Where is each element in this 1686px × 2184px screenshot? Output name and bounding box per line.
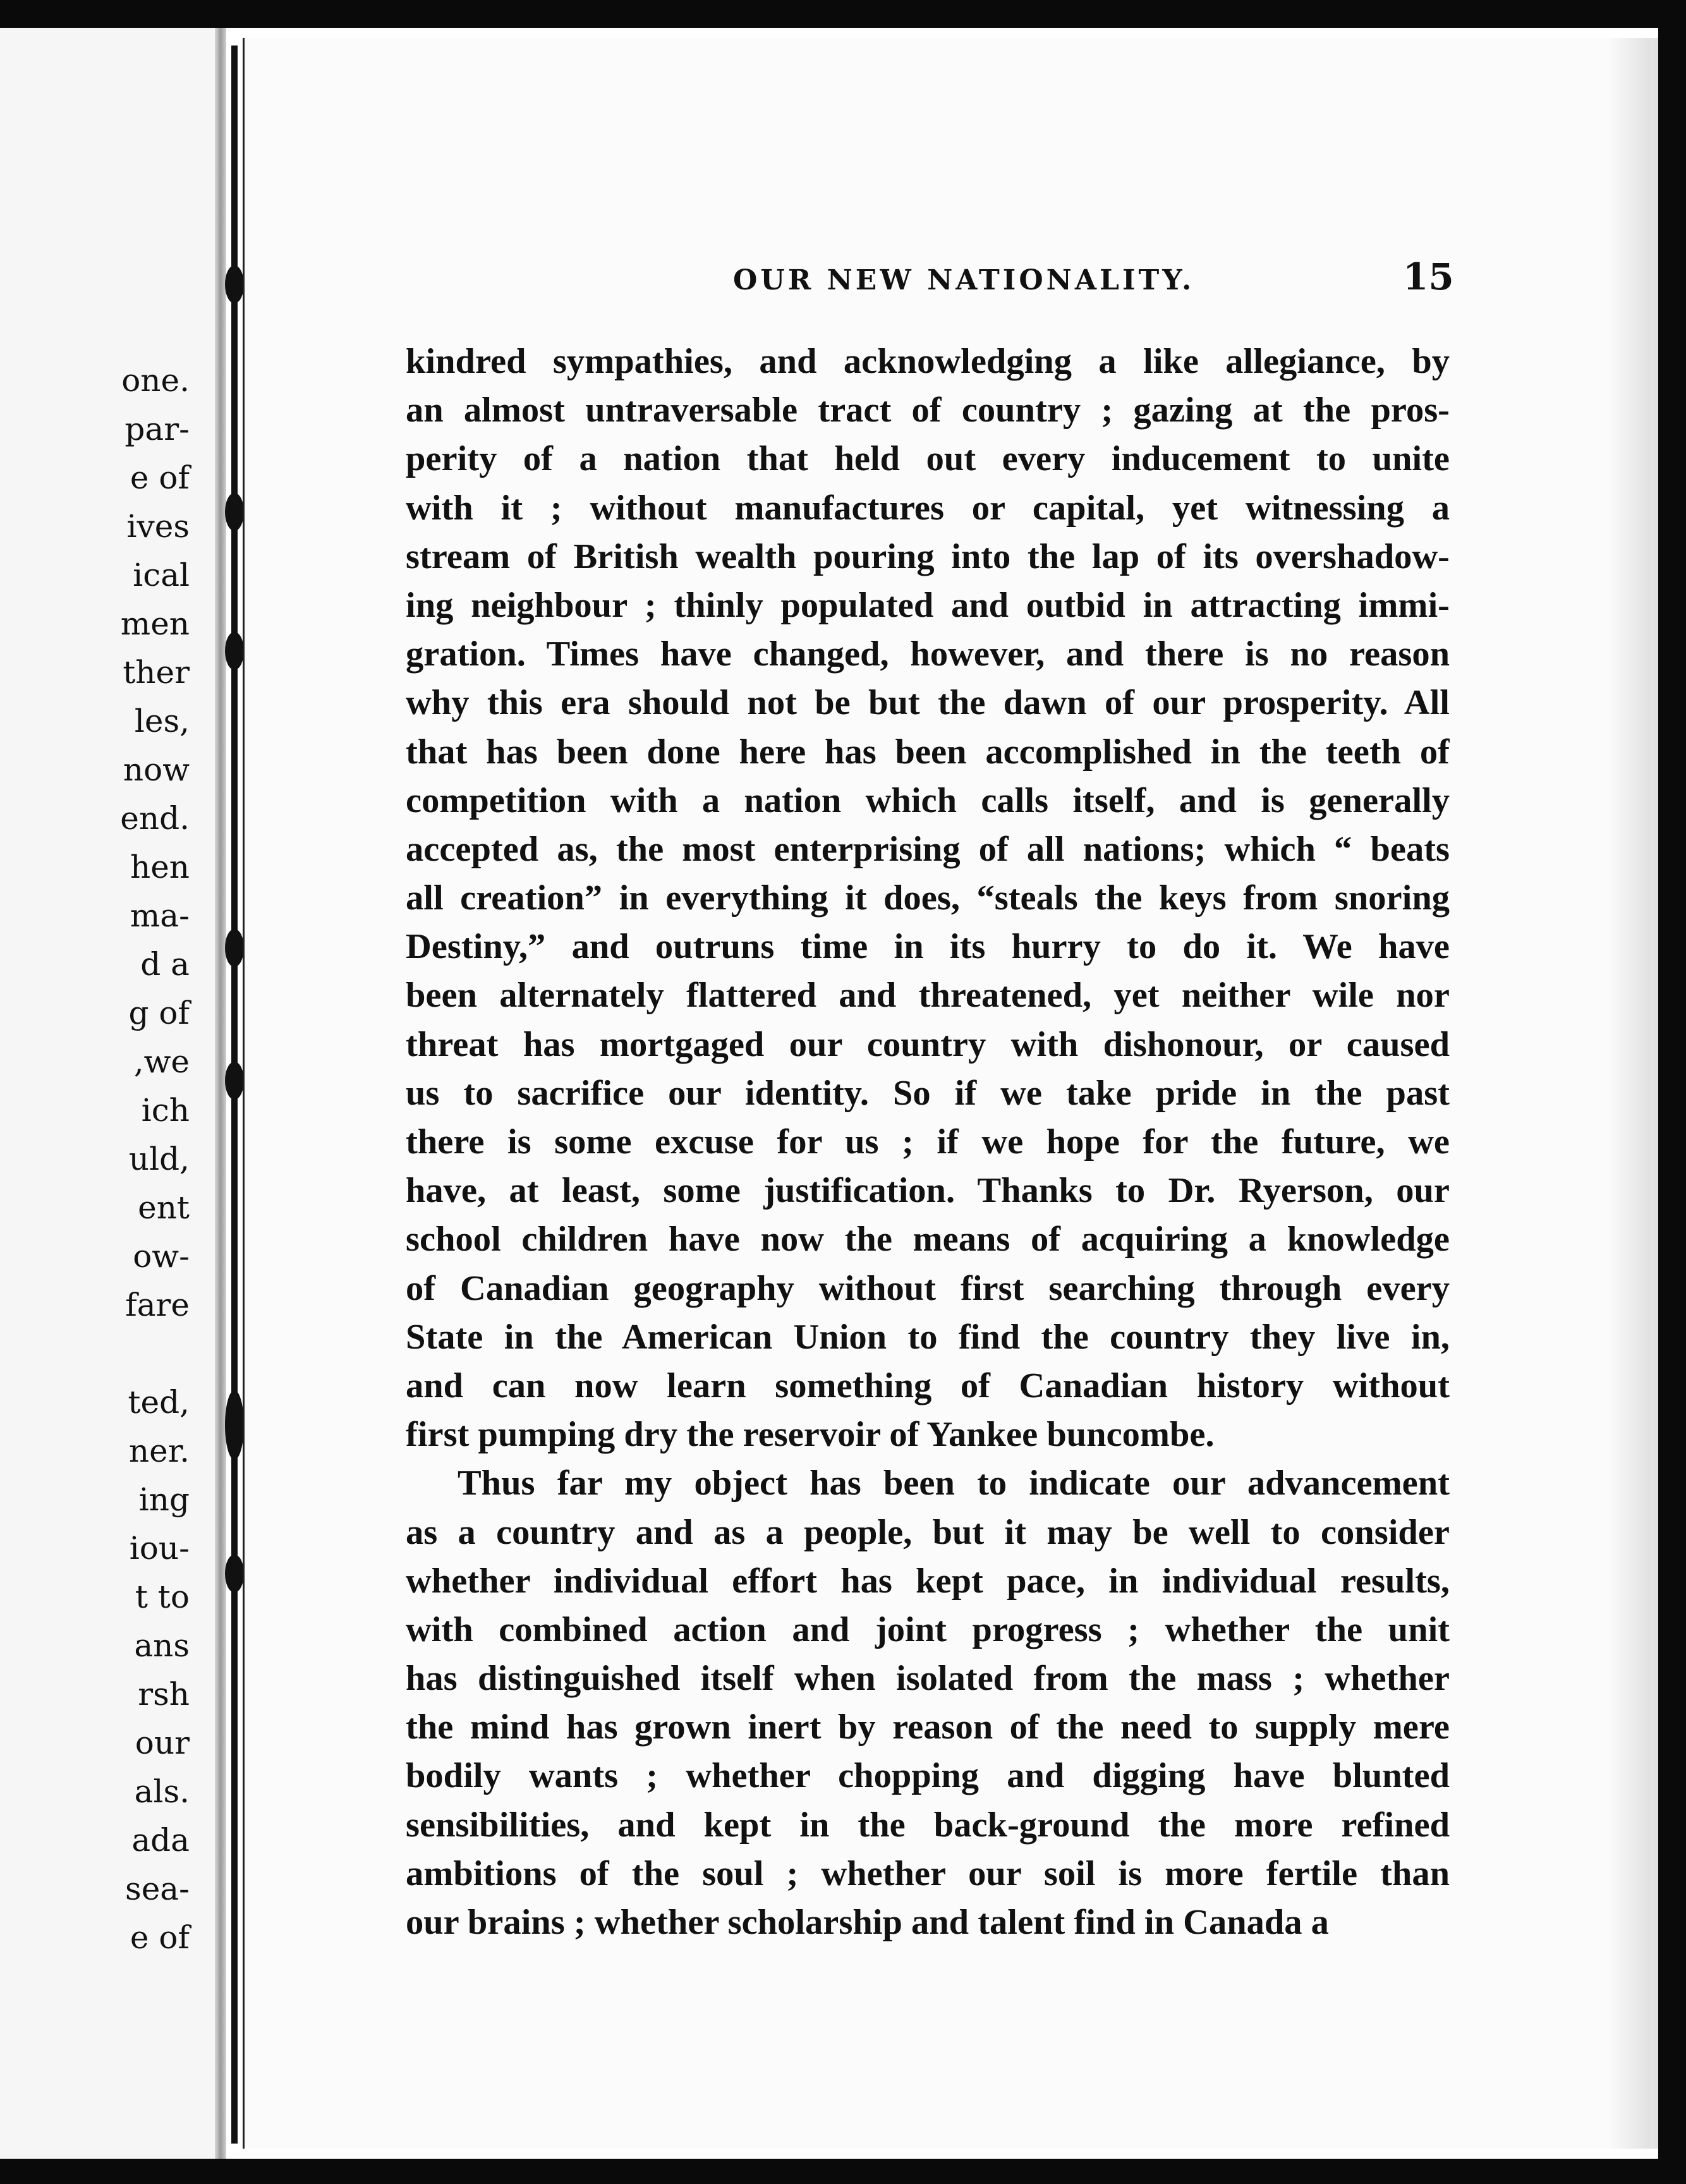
text-line: kindred sympathies, and acknowledging a like allegiance, by — [406, 342, 1450, 381]
stitch-knot — [225, 1555, 244, 1592]
right-page-shadow — [1608, 38, 1658, 2149]
left-fragment: ich — [141, 1092, 190, 1129]
stitch-knot — [225, 1062, 244, 1100]
left-fragment: e of — [130, 1919, 190, 1956]
left-page-edge — [215, 28, 226, 2159]
text-line: that has been done here has been accomplished in the teeth of — [406, 732, 1450, 772]
text-line: has distinguished itself when isolated from the mass ; whether — [406, 1659, 1450, 1699]
left-fragment: ner. — [128, 1433, 190, 1469]
left-fragment: g of — [128, 995, 190, 1031]
left-fragment: ,we — [133, 1043, 190, 1080]
left-facing-page — [0, 28, 215, 2159]
scan-bottom-border — [0, 2159, 1686, 2184]
running-head: OUR NEW NATIONALITY. — [733, 264, 1195, 296]
text-line: school children have now the means of acquiring a knowledge — [406, 1220, 1450, 1259]
text-line: State in the American Union to find the country they live in, — [406, 1317, 1450, 1357]
text-line: first pumping dry the reservoir of Yankee buncombe. — [406, 1415, 1215, 1455]
left-fragment: uld, — [128, 1141, 190, 1177]
text-line: as a country and as a people, but it may be well to consider — [406, 1512, 1450, 1552]
left-fragment: ow- — [133, 1238, 190, 1275]
left-fragment: rsh — [138, 1676, 190, 1713]
left-fragment: ted, — [128, 1384, 190, 1421]
left-fragment: ma- — [130, 897, 190, 934]
left-fragment: ives — [126, 508, 190, 545]
text-line: threat has mortgaged our country with dishonour, or caused — [406, 1024, 1450, 1064]
stitch-knot — [225, 632, 244, 670]
text-line: stream of British wealth pouring into the lap of its overshadow- — [406, 537, 1450, 576]
stitch-knot — [225, 1390, 244, 1460]
text-line: ambitions of the soul ; whether our soil is more fertile than — [406, 1853, 1450, 1893]
text-line: an almost untraversable tract of country ; gazing at the pros- — [406, 391, 1450, 430]
stitch-knot — [225, 265, 244, 303]
left-fragment: end. — [120, 800, 190, 837]
paragraph-1 — [406, 337, 1450, 1459]
left-fragment: ans — [134, 1627, 190, 1664]
left-fragment — [0, 1330, 190, 1378]
left-fragment: now — [123, 751, 190, 788]
left-fragment: als. — [134, 1773, 190, 1810]
text-line: with it ; without manufactures or capital, yet witnessing a — [406, 488, 1450, 528]
left-fragment: fare — [125, 1287, 190, 1323]
text-line: Destiny,” and outruns time in its hurry to do it. We have — [406, 927, 1450, 967]
scan-right-border — [1658, 0, 1686, 2184]
text-line: the mind has grown inert by reason of the need to supply mere — [406, 1708, 1450, 1747]
text-line: have, at least, some justification. Thanks to Dr. Ryerson, our — [406, 1171, 1450, 1211]
text-line: gration. Times have changed, however, and there is no reason — [406, 634, 1450, 674]
page-number: 15 — [1403, 255, 1454, 298]
left-fragment: d a — [140, 946, 190, 983]
text-line: with combined action and joint progress ; whether the unit — [406, 1610, 1450, 1649]
text-line: Thus far my object has been to indicate our advancement — [458, 1464, 1450, 1503]
text-line: and can now learn something of Canadian history without — [406, 1366, 1450, 1405]
left-fragment: t to — [135, 1579, 190, 1615]
body-text — [406, 337, 1450, 1947]
left-page-text-fragments — [0, 356, 190, 1962]
text-line: sensibilities, and kept in the back-ground the more refined — [406, 1805, 1450, 1845]
text-line: perity of a nation that held out every inducement to unite — [406, 439, 1450, 479]
text-line: bodily wants ; whether chopping and digging have blunted — [406, 1756, 1450, 1796]
paragraph-2 — [406, 1459, 1450, 1947]
text-line: been alternately flattered and threatened, yet neither wile nor — [406, 976, 1450, 1016]
text-line: competition with a nation which calls itself, and is generally — [406, 780, 1450, 820]
left-fragment: ther — [123, 654, 190, 691]
stitch-knot — [225, 929, 244, 967]
left-fragment: e of — [130, 459, 190, 496]
text-line: all creation” in everything it does, “steals the keys from snoring — [406, 878, 1450, 918]
left-fragment: sea- — [125, 1871, 190, 1907]
left-fragment: ical — [133, 557, 190, 593]
left-fragment: men — [120, 605, 190, 642]
left-fragment: les, — [134, 703, 190, 739]
left-fragment: par- — [124, 411, 190, 447]
left-fragment: ent — [138, 1189, 190, 1226]
text-line: of Canadian geography without first searching through every — [406, 1268, 1450, 1308]
left-fragment: ada — [131, 1822, 190, 1859]
left-fragment: hen — [130, 849, 190, 885]
left-fragment: ing — [138, 1481, 190, 1518]
left-fragment: our — [135, 1725, 190, 1761]
text-line: us to sacrifice our identity. So if we take pride in the past — [406, 1073, 1450, 1113]
text-line: our brains ; whether scholarship and talent find in Canada a — [406, 1903, 1329, 1942]
scan-top-border — [0, 0, 1686, 28]
text-line: there is some excuse for us ; if we hope for the future, we — [406, 1122, 1450, 1162]
text-line: accepted as, the most enterprising of all nations; which “ beats — [406, 829, 1450, 869]
stitch-knot — [225, 493, 244, 531]
left-fragment: iou- — [129, 1530, 190, 1567]
text-line: whether individual effort has kept pace, in individual results, — [406, 1561, 1450, 1601]
left-fragment: one. — [121, 362, 190, 399]
text-line: why this era should not be but the dawn of our prosperity. All — [406, 683, 1450, 723]
text-line: ing neighbour ; thinly populated and outbid in attracting immi- — [406, 585, 1450, 625]
